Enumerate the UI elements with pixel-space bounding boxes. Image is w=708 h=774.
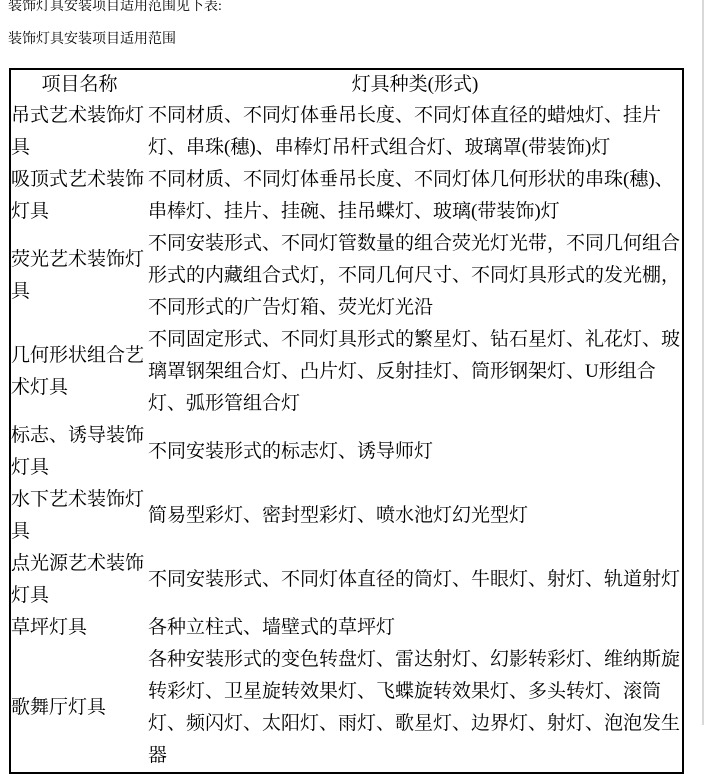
lamp-types-cell: 不同固定形式、不同灯具形式的繁星灯、钻石星灯、礼花灯、玻璃罩钢架组合灯、凸片灯、反射挂灯、筒形钢架灯、U形组合灯、弧形管组合灯 <box>148 329 681 414</box>
project-name-cell: 荧光艺术装饰灯具 <box>11 249 145 302</box>
project-name-cell: 吊式艺术装饰灯具 <box>11 105 145 158</box>
intro-text-line2: 装饰灯具安装项目适用范围 <box>8 32 176 47</box>
table-row <box>10 324 683 420</box>
table-row <box>10 548 683 612</box>
table-row <box>10 164 683 228</box>
table-row <box>10 100 683 164</box>
lamp-types-cell: 各种立柱式、墙壁式的草坪灯 <box>148 617 396 638</box>
lamp-types-cell: 不同安装形式的标志灯、诱导师灯 <box>148 441 434 462</box>
project-name-cell: 吸顶式艺术装饰灯具 <box>11 169 145 222</box>
project-name-cell: 草坪灯具 <box>11 617 88 638</box>
lamp-types-cell: 不同安装形式、不同灯体直径的筒灯、牛眼灯、射灯、轨道射灯 <box>148 569 681 590</box>
project-name-cell: 点光源艺术装饰灯具 <box>11 553 145 606</box>
lamp-types-cell: 不同材质、不同灯体垂吊长度、不同灯体直径的蜡烛灯、挂片灯、串珠(穗)、串棒灯吊杆式组合灯、玻璃罩(带装饰)灯 <box>148 105 662 158</box>
project-name-cell: 标志、诱导装饰灯具 <box>11 425 145 478</box>
project-name-cell: 几何形状组合艺术灯具 <box>11 345 145 398</box>
table-row <box>10 612 683 644</box>
lamp-types-cell: 不同安装形式、不同灯管数量的组合荧光灯光带，不同几何组合形式的内藏组合式灯，不同几何尺寸、不同灯具形式的发光棚，不同形式的广告灯箱、荧光灯光沿 <box>148 233 681 318</box>
lamp-types-cell: 简易型彩灯、密封型彩灯、喷水池灯幻光型灯 <box>148 505 529 526</box>
table-row <box>10 228 683 324</box>
project-name-cell: 歌舞厅灯具 <box>11 697 107 718</box>
table-row <box>10 484 683 548</box>
col-header-lamp-types: 灯具种类(形式) <box>351 74 479 95</box>
lamp-range-table <box>9 68 684 774</box>
page-edge-line <box>702 0 704 725</box>
table-row <box>10 420 683 484</box>
lamp-types-cell: 各种安装形式的变色转盘灯、雷达射灯、幻影转彩灯、维纳斯旋转彩灯、卫星旋转效果灯、飞蝶旋转效果灯、多头转灯、滚筒灯、频闪灯、太阳灯、雨灯、歌星灯、边界灯、射灯、泡泡发生器 <box>148 649 681 766</box>
intro-text-line1: 装饰灯具安装项目适用范围见下表: <box>8 0 222 14</box>
lamp-types-cell: 不同材质、不同灯体垂吊长度、不同灯体几何形状的串珠(穗)、串棒灯、挂片、挂碗、挂吊蝶灯、玻璃(带装饰)灯 <box>148 169 674 222</box>
table-header-row <box>10 69 683 100</box>
table-row <box>10 644 683 773</box>
col-header-project-name: 项目名称 <box>41 74 118 95</box>
project-name-cell: 水下艺术装饰灯具 <box>11 489 145 542</box>
